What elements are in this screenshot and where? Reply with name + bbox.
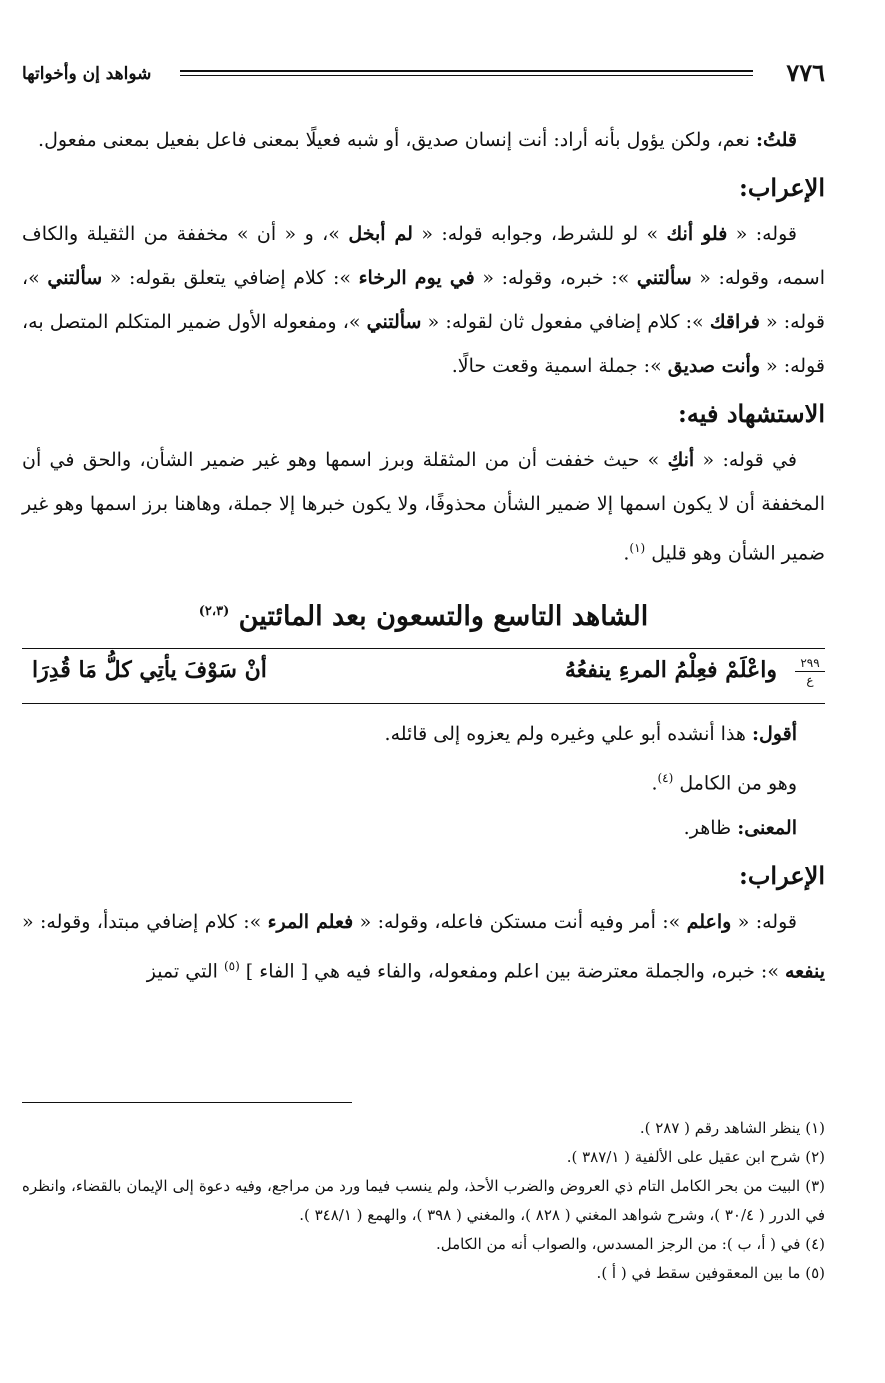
text-run: »: خبره، وقوله: « bbox=[474, 267, 637, 289]
section-heading-i3rab: الإعراب: bbox=[738, 173, 825, 202]
section-heading-i3rab-2: الإعراب: bbox=[738, 860, 825, 890]
running-header bbox=[22, 58, 825, 92]
quoted-term: في يوم الرخاء bbox=[358, 267, 475, 289]
verse-number bbox=[795, 655, 825, 688]
meaning-line bbox=[22, 806, 825, 850]
witness-title bbox=[22, 587, 825, 642]
quoted-term: سألتني bbox=[366, 311, 422, 333]
footnote-separator bbox=[22, 1102, 352, 1103]
book-page bbox=[22, 0, 825, 1383]
main-text bbox=[22, 118, 825, 993]
footnote-4: (٤) في ( أ، ب ): من الرجز المسدس، والصواب أنه من الكامل. bbox=[435, 1235, 825, 1253]
quoted-term: فراقك bbox=[709, 311, 760, 333]
quoted-term: أنكِ bbox=[667, 449, 695, 471]
meter-line bbox=[22, 756, 825, 805]
aqul-lead: أقول: bbox=[752, 723, 797, 746]
text-run: . bbox=[651, 772, 658, 795]
footnote-3: (٣) البيت من بحر الكامل التام ذي العروض والضرب الأحذ، ولم ينسب فيما ورد من مراجع، وفيه دعوة إلى الإيمان بالقضاء، وانظره في الدرر ( ٣٠/٤ )، وشرح شواهد المغني ( ٨٢٨ )، والمغني ( ٣٩٨ )، والهمع ( ٣٤٨/١ ). bbox=[22, 1177, 825, 1224]
text-run: »: كلام إضافي مفعول ثان لقوله: « bbox=[421, 311, 710, 333]
intro-text: نعم، ولكن يؤول بأنه أراد: أنت إنسان صديق، أو شبه فعيلًا بمعنى فاعل بفعيل بمعنى مفعول. bbox=[38, 129, 750, 151]
witness-title-text: الشاهد التاسع والتسعون بعد المائتين bbox=[238, 601, 649, 633]
footnote-ref[interactable]: (٢،٣) bbox=[198, 604, 230, 620]
header-rule bbox=[180, 70, 753, 76]
istishhad-paragraph bbox=[22, 438, 825, 575]
text-run: »، ومفعوله الأول ضمير المتكلم المتصل به، قوله: « bbox=[22, 311, 825, 377]
text-run: التي تميز bbox=[146, 959, 224, 982]
footnote-ref[interactable]: (٥) bbox=[223, 958, 240, 973]
section-heading-istishhad: الاستشهاد فيه: bbox=[678, 399, 825, 428]
intro-paragraph bbox=[22, 118, 825, 162]
quoted-term: ينفعه bbox=[785, 959, 825, 982]
aqul-text: هذا أنشده أبو علي وغيره ولم يعزوه إلى قائله. bbox=[384, 723, 746, 746]
quoted-term: وأنت صديق bbox=[667, 355, 761, 377]
meaning-text: ظاهر. bbox=[683, 816, 732, 839]
text-run: قوله: « bbox=[727, 223, 797, 245]
footnote-5: (٥) ما بين المعقوفين سقط في ( أ ). bbox=[596, 1264, 825, 1282]
meter-text: وهو من الكامل bbox=[673, 772, 797, 795]
footnote-2: (٢) شرح ابن عقيل على الألفية ( ٣٨٧/١ ). bbox=[566, 1148, 825, 1166]
verse-hemistich-first: واعْلَمْ فعِلْمُ المرءِ ينفعُهُ bbox=[564, 657, 777, 684]
quoted-term: لم أبخل bbox=[348, 223, 413, 245]
footnote-1: (١) ينظر الشاهد رقم ( ٢٨٧ ). bbox=[639, 1119, 825, 1137]
text-run: »: أمر وفيه أنت مستكن فاعله، وقوله: « bbox=[353, 910, 687, 933]
text-run: » لو للشرط، وجوابه قوله: « bbox=[412, 223, 667, 245]
verse-number-value: ٢٩٩ bbox=[795, 655, 825, 672]
i3rab-paragraph bbox=[22, 212, 825, 388]
running-title: شواهد إن وأخواتها bbox=[22, 64, 152, 84]
text-run: »: خبره، والجملة معترضة بين اعلم ومفعوله، والفاء فيه هي [ الفاء ] bbox=[239, 959, 785, 982]
quoted-term: فعلم المرء bbox=[267, 910, 354, 933]
text-run: . bbox=[623, 542, 630, 565]
page-number: ٧٧٦ bbox=[786, 58, 825, 87]
i3rab2-paragraph bbox=[22, 900, 825, 993]
meaning-lead: المعنى: bbox=[737, 816, 797, 839]
quoted-term: فلو أنك bbox=[666, 223, 728, 245]
intro-lead: قلتُ: bbox=[755, 129, 797, 151]
text-run: »: كلام إضافي مبتدأ، وقوله: « bbox=[22, 910, 268, 933]
text-run: قوله: « bbox=[731, 910, 797, 933]
footnotes bbox=[22, 1114, 825, 1288]
verse-number-letter: ع bbox=[806, 673, 814, 688]
text-run: »، و « أن » مخففة من الثقيلة والكاف اسمه، وقوله: « bbox=[22, 223, 826, 289]
text-run: »، قوله: « bbox=[22, 267, 826, 333]
text-run: » حيث خففت أن من المثقلة وبرز اسمها وهو غير ضمير الشأن، والحق في أن المخففة أن لا يكون اسمها إلا ضمير الشأن محذوفًا، ولا يكون خبرها إلا جملة، وهاهنا برز اسمها وهو غير ضمير الشأن وهو قليل bbox=[22, 449, 825, 565]
aqul-line bbox=[22, 712, 825, 756]
text-run: »: كلام إضافي يتعلق بقوله: « bbox=[102, 267, 359, 289]
text-run: »: جملة اسمية وقعت حالًا. bbox=[451, 355, 668, 377]
text-run: في قوله: « bbox=[694, 449, 797, 471]
quoted-term: سألتني bbox=[47, 267, 103, 289]
verse-box bbox=[22, 648, 825, 704]
footnote-ref[interactable]: (٤) bbox=[657, 771, 674, 786]
footnote-ref[interactable]: (١) bbox=[629, 541, 646, 555]
verse-hemistich-second: أنْ سَوْفَ يأتِي كلُّ مَا قُدِرَا bbox=[32, 657, 267, 684]
quoted-term: واعلم bbox=[686, 910, 732, 933]
quoted-term: سألتني bbox=[636, 267, 692, 289]
